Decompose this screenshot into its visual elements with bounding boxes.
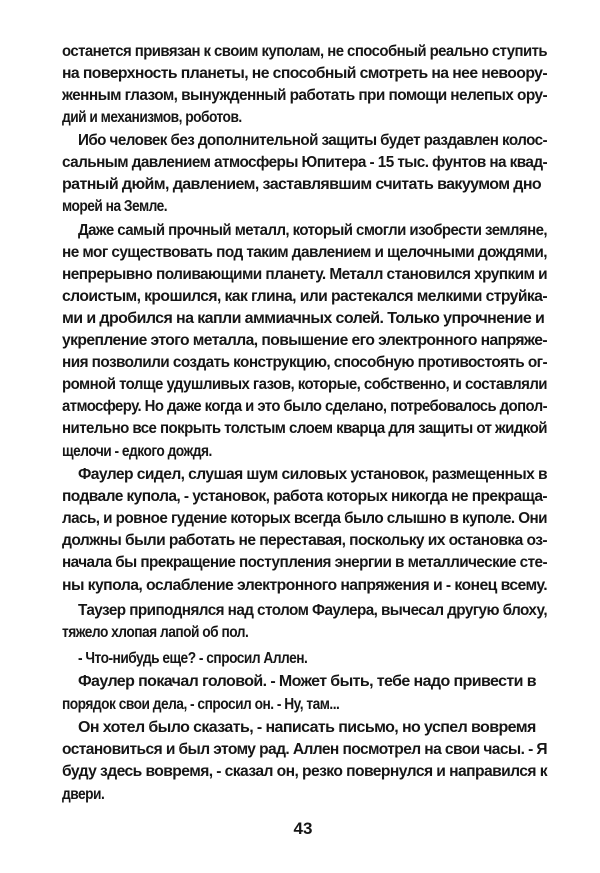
text-line: морей на Земле. (62, 198, 168, 215)
paragraph-first-line: Таузер приподнялся над столом Фаулера, вычесал другую блоху, (78, 602, 547, 619)
text-line: останется привязан к своим куполам, не способный реально ступить (62, 43, 547, 60)
paragraph-first-line: Фаулер сидел, слушая шум силовых установок, размещенных в (78, 466, 547, 483)
text-line: сальным давлением атмосферы Юпитера - 15 тыс. фунтов на квад- (62, 154, 547, 171)
text-line: должны были работать не переставая, поскольку их остановка оз- (62, 532, 547, 549)
text-line: ния позволили создать конструкцию, способную противостоять ог- (62, 354, 547, 371)
text-line: дий и механизмов, роботов. (62, 109, 242, 126)
text-line: щелочи - едкого дождя. (62, 443, 212, 460)
dialogue-line: - Что-нибудь еще? - спросил Аллен. (78, 650, 308, 667)
text-line: ми и дробился на капли аммиачных солей. Только упрочнение и (62, 310, 545, 327)
text-line: нительно все покрыть толстым слоем кварца для защиты от жидкой (62, 420, 547, 437)
page-number: 43 (293, 819, 313, 838)
text-line: женным глазом, вынужденный работать при помощи нелепых ору- (62, 87, 547, 104)
text-line: не мог существовать под таким давлением и щелочными дождями, (62, 244, 547, 261)
paragraph-first-line: Ибо человек без дополнительной защиты будет раздавлен колос- (78, 132, 547, 149)
text-line: тяжело хлопая лапой об пол. (62, 624, 249, 641)
paragraph-first-line: Даже самый прочный металл, который смогли изобрести земляне, (78, 222, 547, 239)
text-line: ратный дюйм, давлением, заставлявшим считать вакуумом дно (62, 176, 542, 193)
paragraph-first-line: Он хотел было сказать, - написать письмо, но успел вовремя (78, 719, 536, 736)
text-line: буду здесь вовремя, - сказал он, резко повернулся и направился к (62, 763, 547, 780)
text-line: подвале купола, - установок, работа которых никогда не прекраща- (62, 488, 547, 505)
text-line: порядок свои дела, - спросил он. - Ну, там... (62, 696, 340, 713)
paragraph-first-line: Фаулер покачал головой. - Может быть, тебе надо привести в (78, 673, 536, 690)
text-line: лась, и ровное гудение которых всегда было слышно в куполе. Они (62, 510, 547, 527)
text-line: ны купола, ослабление электронного напряжения и - конец всему. (62, 577, 547, 594)
text-line: непрерывно поливающими планету. Металл становился хрупким и (62, 266, 547, 283)
text-line: укрепление этого металла, повышение его электронного напряже- (62, 332, 547, 349)
text-line: на поверхность планеты, не способный смотреть на нее невоору- (62, 65, 547, 82)
text-line: ромной толще удушливых газов, которые, собственно, и составляли (62, 376, 547, 393)
text-line: слоистым, крошился, как глина, или растекался мелкими струйка- (62, 288, 547, 305)
text-line: остановиться и был этому рад. Аллен посмотрел на свои часы. - Я (62, 741, 547, 758)
text-line: атмосферу. Но даже когда и это было сделано, потребовалось допол- (62, 398, 547, 415)
text-line: начала бы прекращение поступления энергии в металлические сте- (62, 554, 547, 571)
text-line: двери. (62, 786, 105, 803)
